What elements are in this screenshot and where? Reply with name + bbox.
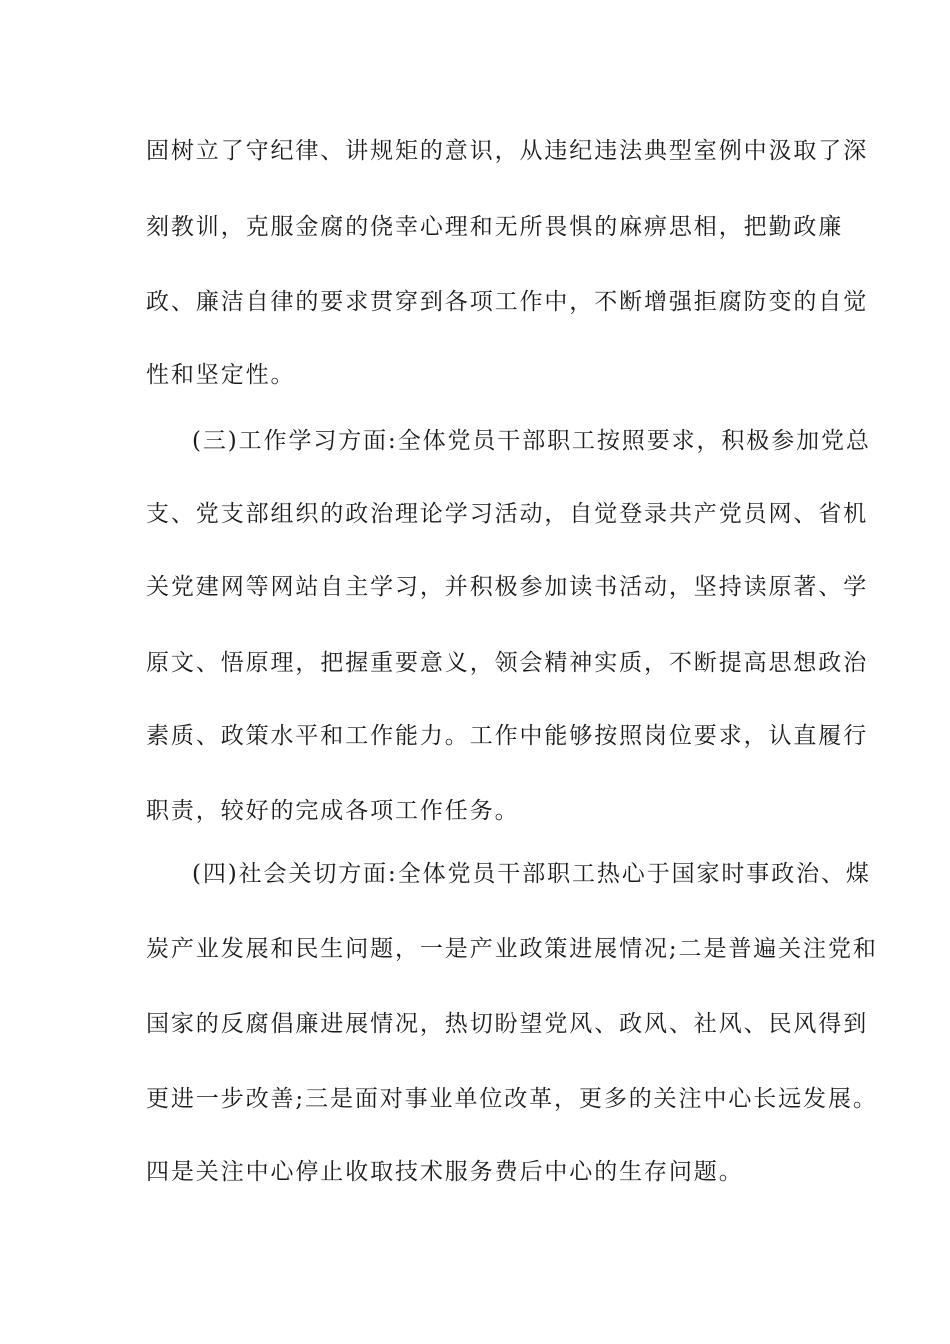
paragraph-line: 固树立了守纪律、讲规矩的意识，从违纪违法典型室例中汲取了深	[146, 138, 869, 164]
paragraph-line: 原文、悟原理，把握重要意义，领会精神实质，不断提高思想政治	[146, 650, 869, 676]
paragraph-line: 素质、政策水平和工作能力。工作中能够按照岗位要求，认直履行	[146, 723, 869, 749]
paragraph-line: 性和坚定性。	[146, 362, 296, 388]
paragraph-line: 职责，较好的完成各项工作任务。	[146, 798, 520, 824]
paragraph-line: 国家的反腐倡廉进展情况，热切盼望党风、政风、社风、民风得到	[146, 1011, 869, 1037]
paragraph-line: 四是关注中心停止收取技术服务费后中心的生存问题。	[146, 1159, 744, 1185]
paragraph-line: (三)工作学习方面:全体党员干部职工按照要求，积极参加党总	[192, 428, 871, 454]
paragraph-line: 刻教训，克服金腐的侥幸心理和无所畏惧的麻痹思相，把勤政廉	[146, 214, 844, 240]
paragraph-line: 炭产业发展和民生问题，一是产业政策进展情况;二是普遍关注党和	[146, 936, 878, 962]
paragraph-line: 关党建网等网站自主学习，并积极参加读书活动，坚持读原著、学	[146, 574, 869, 600]
paragraph-line: (四)社会关切方面:全体党员干部职工热心于国家时事政治、煤	[192, 861, 871, 887]
paragraph-line: 支、党支部组织的政治理论学习活动，自觉登录共产党员网、省机	[146, 501, 869, 527]
paragraph-line: 政、廉洁自律的要求贯穿到各项工作中，不断增强拒腐防变的自觉	[146, 289, 869, 315]
paragraph-line: 更进一步改善;三是面对事业单位改革，更多的关注中心长远发展。	[146, 1086, 878, 1112]
